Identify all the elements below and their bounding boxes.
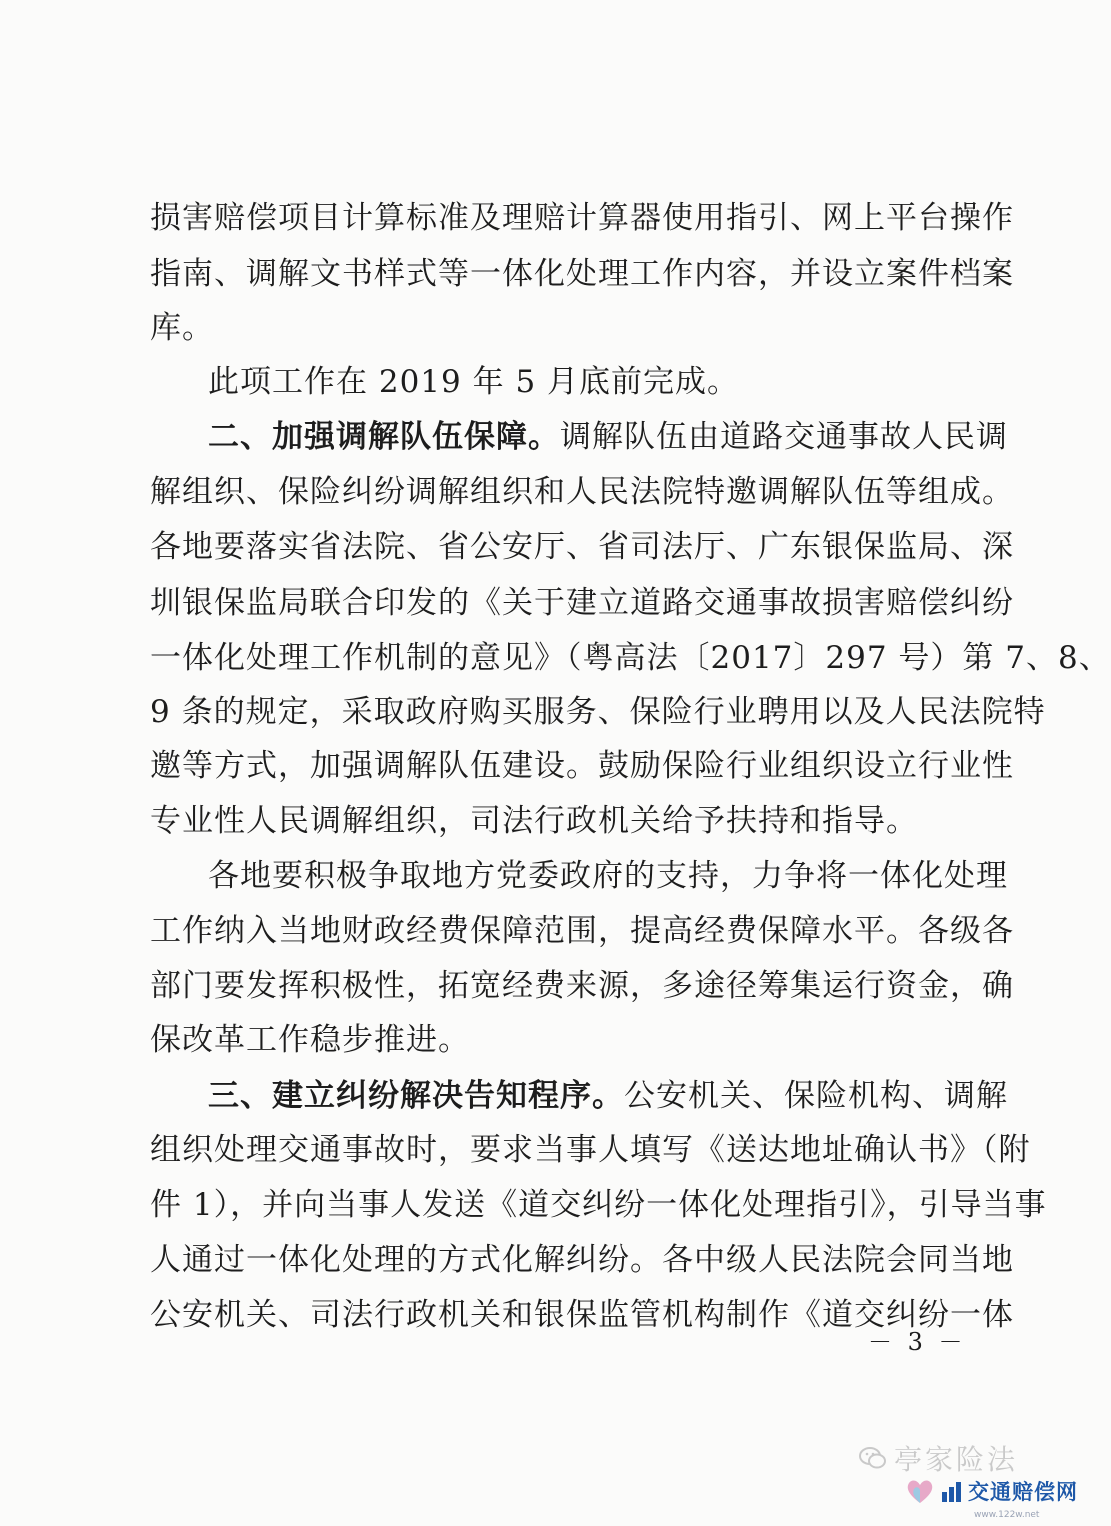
text-line: 件 1），并向当事人发送《道交纠纷一体化处理指引》，引导当事 (150, 1187, 1047, 1223)
text-line: 此项工作在 2019 年 5 月底前完成。 (208, 364, 740, 400)
section-three-text: 公安机关、保险机构、调解 (624, 1078, 1008, 1114)
text-line: 指南、调解文书样式等一体化处理工作内容，并设立案件档案 (150, 256, 1014, 292)
text-line: 邀等方式，加强调解队伍建设。鼓励保险行业组织设立行业性 (150, 748, 1014, 784)
text-line: 一体化处理工作机制的意见》（粤高法〔2017〕297 号）第 7、8、 (150, 640, 1111, 676)
heart-logo-icon (904, 1476, 936, 1506)
section-two-text: 调解队伍由道路交通事故人民调 (560, 419, 1008, 455)
text-line: 部门要发挥积极性，拓宽经费来源，多途径筹集运行资金，确 (150, 968, 1014, 1004)
chart-logo-icon (940, 1478, 964, 1504)
text-line: 专业性人民调解组织，司法行政机关给予扶持和指导。 (150, 803, 918, 839)
text-line: 圳银保监局联合印发的《关于建立道路交通事故损害赔偿纠纷 (150, 585, 1014, 621)
wechat-account-name: 亭家险法 (894, 1443, 1019, 1476)
text-line: 公安机关、司法行政机关和银保监管机构制作《道交纠纷一体 (150, 1297, 1014, 1333)
text-line: 库。 (150, 310, 214, 346)
text-line: 各地要落实省法院、省公安厅、省司法厅、广东银保监局、深 (150, 529, 1014, 565)
text-line: 各地要积极争取地方党委政府的支持，力争将一体化处理 (208, 858, 1008, 894)
section-three-heading: 三、建立纠纷解决告知程序。 (208, 1078, 624, 1114)
wechat-watermark (858, 1438, 1018, 1478)
site-url: www.122w.net (974, 1510, 1040, 1520)
site-watermark (904, 1476, 1078, 1520)
text-line: 损害赔偿项目计算标准及理赔计算器使用指引、网上平台操作 (150, 200, 1014, 236)
section-two-line (208, 417, 1008, 459)
section-three-line (208, 1076, 1008, 1118)
site-name: 交通赔偿网 (968, 1480, 1078, 1504)
text-line: 组织处理交通事故时，要求当事人填写《送达地址确认书》（附 (150, 1132, 1031, 1168)
wechat-icon (858, 1445, 888, 1471)
section-two-heading: 二、加强调解队伍保障。 (208, 419, 560, 455)
text-line: 人通过一体化处理的方式化解纠纷。各中级人民法院会同当地 (150, 1242, 1014, 1278)
page-number: － 3 － (868, 1328, 967, 1356)
text-line: 保改革工作稳步推进。 (150, 1022, 470, 1058)
text-line: 工作纳入当地财政经费保障范围，提高经费保障水平。各级各 (150, 913, 1014, 949)
text-line: 解组织、保险纠纷调解组织和人民法院特邀调解队伍等组成。 (150, 474, 1014, 510)
text-line: 9 条的规定，采取政府购买服务、保险行业聘用以及人民法院特 (150, 694, 1046, 730)
